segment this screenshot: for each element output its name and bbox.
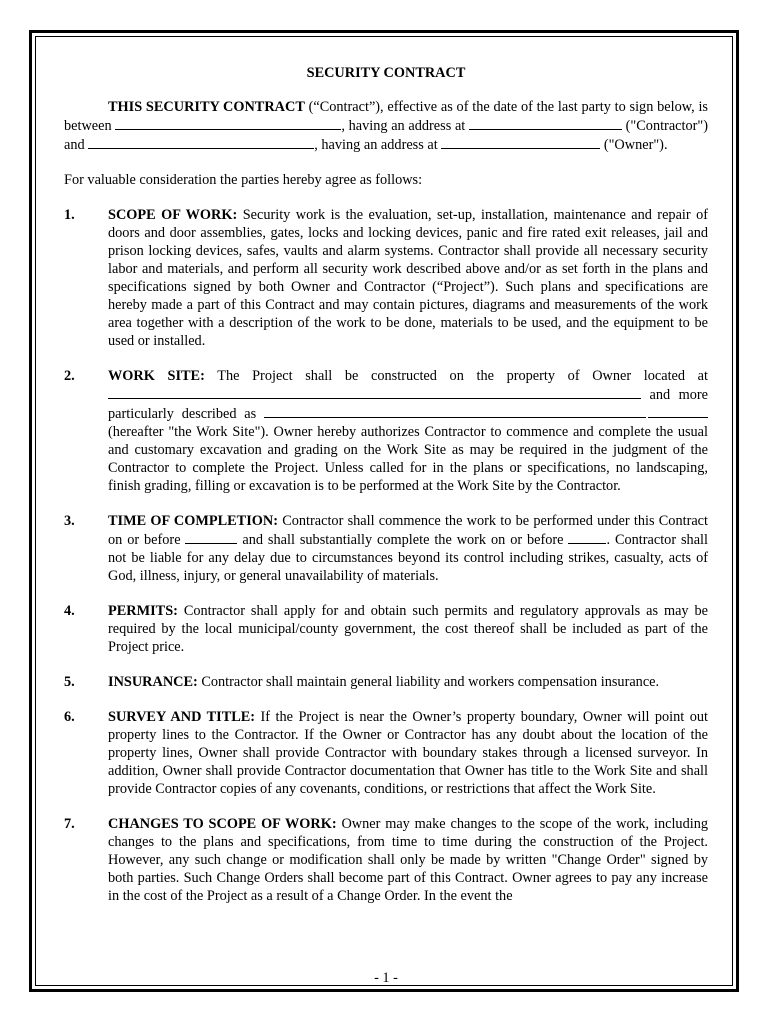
section-permits <box>64 602 708 656</box>
section-heading: WORK SITE: <box>108 368 205 384</box>
section-number: 1. <box>64 207 75 223</box>
page-number: - 1 - <box>374 970 398 986</box>
owner-address-blank[interactable] <box>441 135 600 149</box>
intro-contractor-text: ("Contractor") and <box>64 118 708 153</box>
work-site-description-blank[interactable] <box>264 404 646 418</box>
section-work-site <box>64 367 708 495</box>
section-body <box>108 367 708 495</box>
work-site-location-blank[interactable] <box>108 385 641 399</box>
section-text-a: Contractor shall commence the work to be performed under this Contract on or before <box>108 513 708 548</box>
intro-paragraph <box>64 98 708 154</box>
section-changes-to-scope <box>64 815 708 905</box>
section-body <box>108 206 708 350</box>
section-text: If the Project is near the Owner’s property boundary, Owner will point out property lines to the Contractor. If the Owner or Contractor has any doubt about the location of the property lines, Owner shall provide Contractor with boundary stakes through a licensed surveyor. In addition, Owner shall provide Contractor documentation that Owner has title to the Work Site and shall provide Contractor copies of any covenants, conditions, or restrictions that affect the Work Site. <box>108 709 709 797</box>
section-text: Contractor shall apply for and obtain such permits and regulatory approvals as may be required by the local municipal/county government, the cost thereof shall be included as part of the Project price. <box>108 603 708 655</box>
section-number: 2. <box>64 368 75 384</box>
completion-date-blank[interactable] <box>568 530 606 544</box>
intro-addr-text-2: , having an address at <box>314 137 442 153</box>
section-text: Security work is the evaluation, set-up, installation, maintenance and repair of doors and door assemblies, gates, locks and locking devices, panic and fire rated exit releases, jail and prison locking devices, safes, vaults and alarm systems. Contractor shall provide all necessary security labor and materials, and perform all security work described above and/or as set forth in the plans and specifications signed by both Owner and Contractor (“Project”). Such plans and specifications are hereby made a part of this Contract and may contain pictures, diagrams and measurements of the work area together with a description of the work to be done, materials to be used, and the equipment to be used or installed. <box>108 207 708 349</box>
section-number: 5. <box>64 674 75 690</box>
owner-name-blank[interactable] <box>88 135 314 149</box>
work-site-description-blank-end[interactable] <box>648 404 708 418</box>
section-insurance <box>64 673 708 691</box>
section-heading: CHANGES TO SCOPE OF WORK: <box>108 816 337 832</box>
section-heading: SURVEY AND TITLE: <box>108 709 256 725</box>
section-text-c: (hereafter "the Work Site"). Owner hereby authorizes Contractor to commence and complete the usual and customary excavation and grading on the Work Site as may be required in the judgment of the Contractor to complete the Project. Unless called for in the plans or specifications, no landscaping, finish grading, filling or excavation is to be performed at the Work Site by the Contractor. <box>108 424 708 494</box>
section-body <box>108 673 708 691</box>
section-text-c: . Contractor shall not be liable for any delay due to circumstances beyond its control including strikes, casualty, acts of God, illness, injury, or general unavailability of materials. <box>108 532 708 584</box>
section-heading: INSURANCE: <box>108 674 198 690</box>
section-number: 4. <box>64 603 75 619</box>
section-number: 3. <box>64 513 75 529</box>
section-body <box>108 512 708 585</box>
section-heading: SCOPE OF WORK: <box>108 207 238 223</box>
section-heading: PERMITS: <box>108 603 178 619</box>
document-page <box>64 64 708 922</box>
section-text: Owner may make changes to the scope of the work, including changes to the plans and specifications, from time to time during the construction of the Project. However, any such change or modification shall only be made by written "Change Order" signed by both parties. Such Change Orders shall become part of this Contract. Owner agrees to pay any increase in the cost of the Project as a result of a Change Order. In the event the <box>108 816 708 904</box>
consideration-paragraph: For valuable consideration the parties hereby agree as follows: <box>64 172 423 188</box>
commence-date-blank[interactable] <box>185 530 237 544</box>
section-scope-of-work <box>64 206 708 350</box>
document-title: SECURITY CONTRACT <box>306 65 466 81</box>
section-text-b: and more particularly described as <box>108 387 708 422</box>
section-text: Contractor shall maintain general liability and workers compensation insurance. <box>197 674 660 690</box>
intro-lead-bold: THIS SECURITY CONTRACT <box>108 99 305 115</box>
intro-addr-text-1: , having an address at <box>341 118 469 134</box>
intro-lead-spacer <box>64 99 108 115</box>
section-number: 6. <box>64 709 75 725</box>
section-body <box>108 708 708 798</box>
section-text-a: The Project shall be constructed on the property of Owner located at <box>204 368 708 384</box>
section-heading: TIME OF COMPLETION: <box>108 513 278 529</box>
section-body <box>108 815 708 905</box>
section-body <box>108 602 708 656</box>
contractor-address-blank[interactable] <box>469 116 622 130</box>
contractor-name-blank[interactable] <box>115 116 341 130</box>
section-number: 7. <box>64 816 75 832</box>
section-text-b: and shall substantially complete the work on or before <box>237 532 569 548</box>
intro-lead-text: (“Contract”), effective as of the date of the last party to sign below, is between <box>64 99 708 134</box>
section-survey-and-title <box>64 708 708 798</box>
intro-owner-text: ("Owner"). <box>600 137 668 153</box>
section-time-of-completion <box>64 512 708 585</box>
